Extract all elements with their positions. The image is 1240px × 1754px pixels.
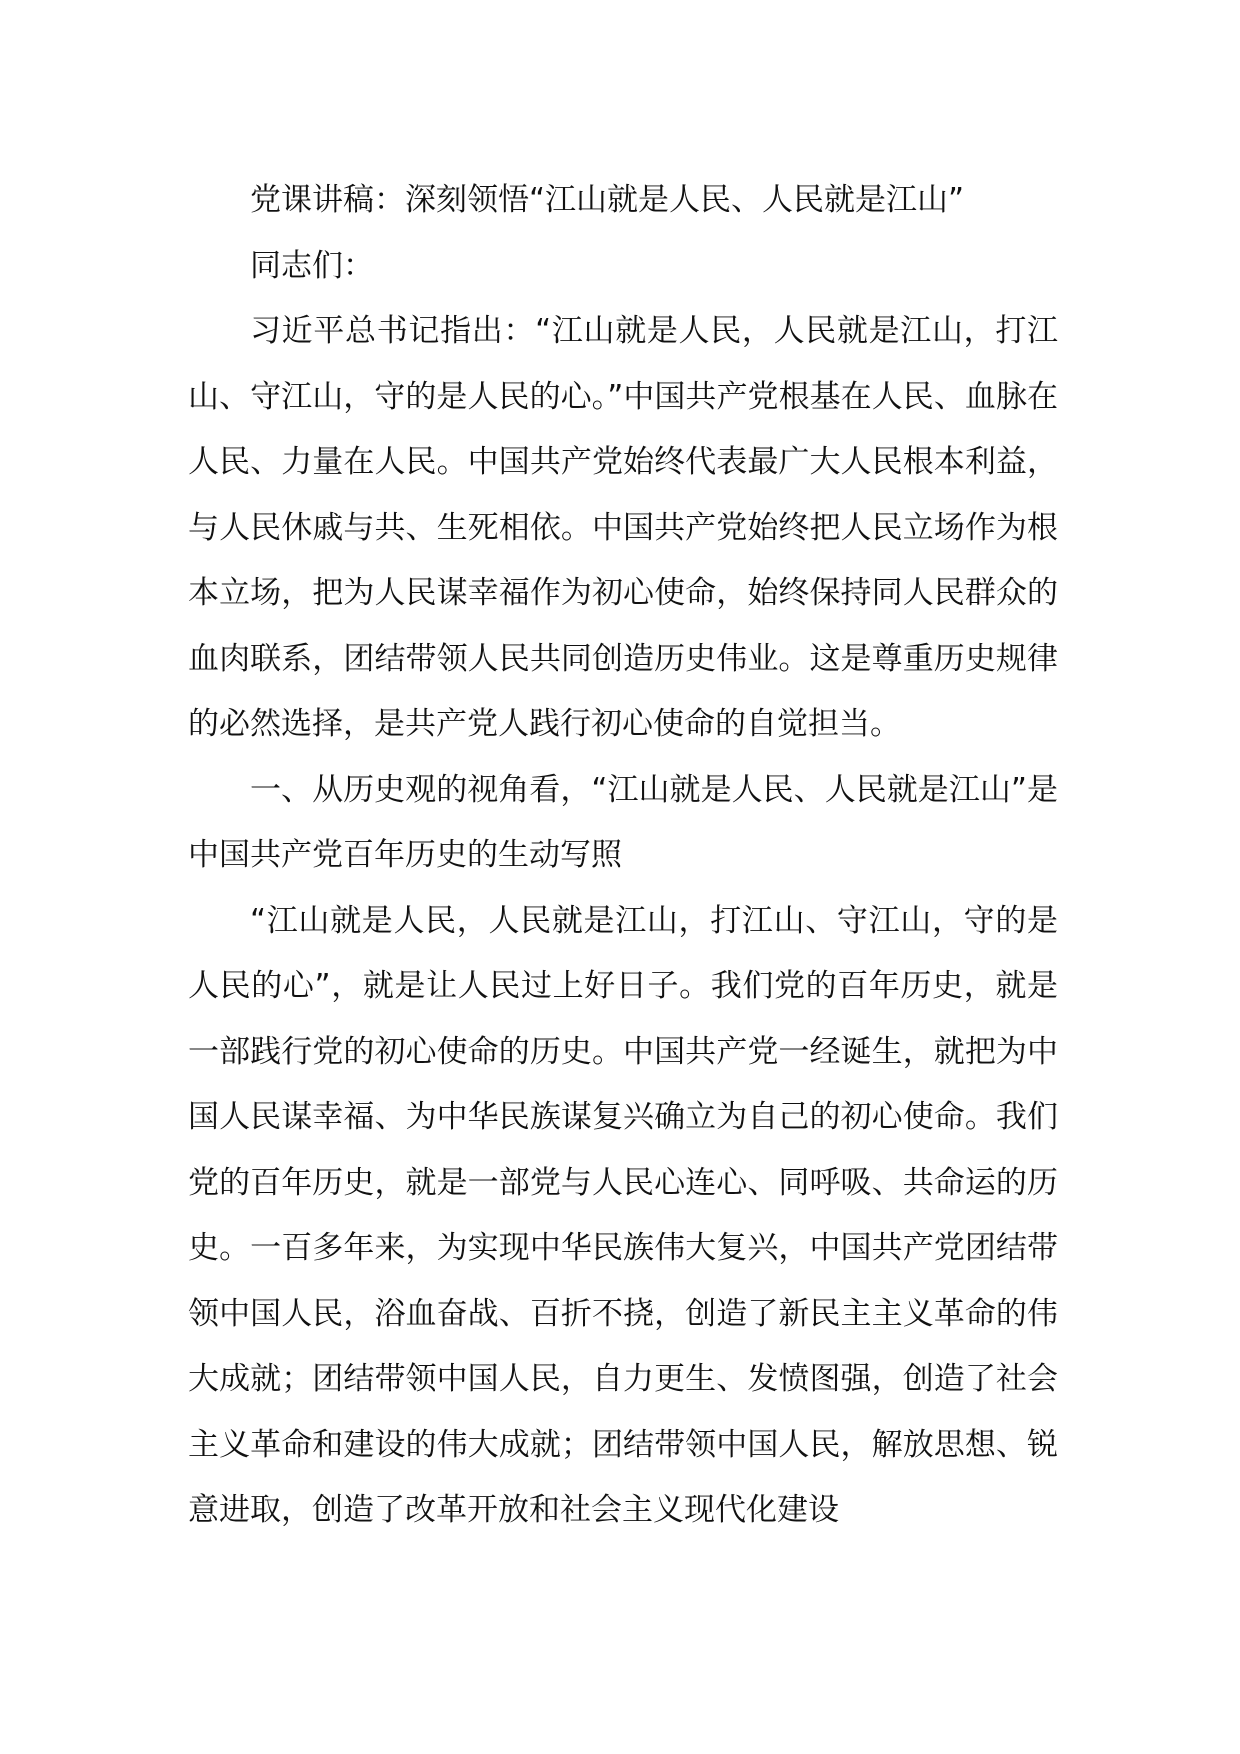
document-title: 党课讲稿：深刻领悟“江山就是人民、人民就是江山” <box>250 182 965 218</box>
salutation: 同志们： <box>250 247 374 284</box>
document-body <box>188 168 1058 1544</box>
paragraph-intro: 习近平总书记指出：“江山就是人民，人民就是江山，打江山、守江山，守的是人民的心。”中国共产党根基在人民、血脉在人民、力量在人民。中国共产党始终代表最广大人民根本利益，与人民休戚与共、生死相依。中国共产党始终把人民立场作为根本立场，把为人民谋幸福作为初心使命，始终保持同人民群众的血肉联系，团结带领人民共同创造历史伟业。这是尊重历史规律的必然选择，是共产党人践行初心使命的自觉担当。 <box>188 313 1058 742</box>
paragraph-history: “江山就是人民，人民就是江山，打江山、守江山，守的是人民的心”，就是让人民过上好日子。我们党的百年历史，就是一部践行党的初心使命的历史。中国共产党一经诞生，就把为中国人民谋幸福、为中华民族谋复兴确立为自己的初心使命。我们党的百年历史，就是一部党与人民心连心、同呼吸、共命运的历史。一百多年来，为实现中华民族伟大复兴，中国共产党团结带领中国人民，浴血奋战、百折不挠，创造了新民主主义革命的伟大成就；团结带领中国人民，自力更生、发愤图强，创造了社会主义革命和建设的伟大成就；团结带领中国人民，解放思想、锐意进取，创造了改革开放和社会主义现代化建设 <box>188 902 1058 1528</box>
section-heading-1: 一、从历史观的视角看，“江山就是人民、人民就是江山”是中国共产党百年历史的生动写照 <box>188 771 1058 873</box>
